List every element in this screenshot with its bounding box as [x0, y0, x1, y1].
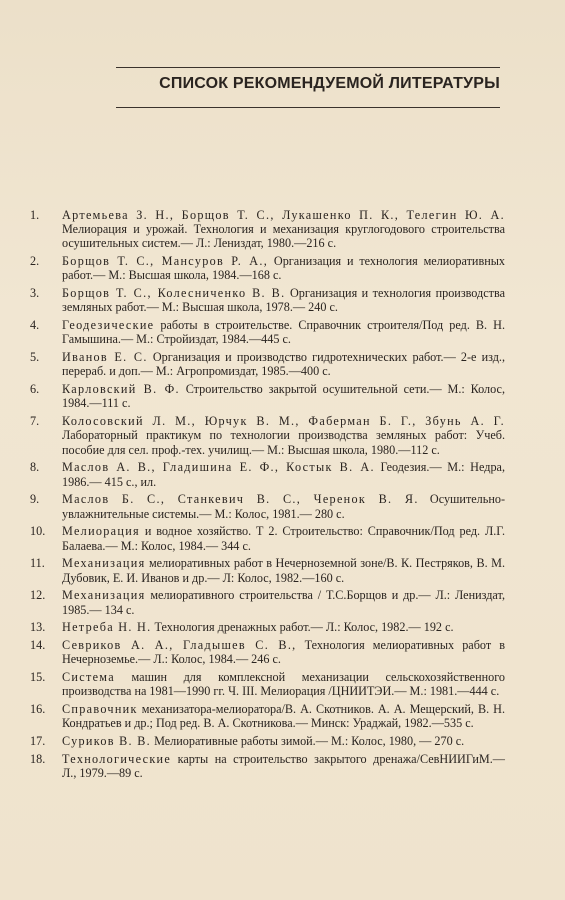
reference-text: Организация и технология производства земляных работ.— М.: Высшая школа, 1978.— 240 с. [62, 286, 505, 315]
reference-entry [30, 286, 505, 314]
reference-number: 16. [30, 702, 46, 717]
reference-author: Севриков А. А., Гладышев С. В., [62, 638, 297, 653]
reference-author: Механизация [62, 556, 146, 571]
reference-entry [30, 638, 505, 666]
reference-author: Маслов Б. С., Станкевич В. С., Черенок В. Я. [62, 492, 419, 507]
reference-text: Организация и производство гидротехнических работ.— 2-е изд., перераб. и доп.— М.: Агропромиздат, 1985.—400 с. [62, 350, 505, 379]
reference-number: 14. [30, 638, 46, 653]
reference-entry [30, 208, 505, 251]
reference-text: Организация и технология мелиоративных работ.— М.: Высшая школа, 1984.—168 с. [62, 254, 506, 283]
reference-text: Лабораторный практикум по технологии производства земляных работ: Учеб. пособие для сел. проф.-тех. училищ.— М.: Высшая школа, 1980.—112 с. [62, 428, 505, 457]
reference-entry [30, 318, 505, 346]
reference-author: Мелиорация [62, 524, 140, 539]
heading-top-rule [116, 67, 500, 68]
reference-text: мелиоративных работ в Нечерноземной зоне/В. К. Пестряков, В. М. Дубовик, Е. И. Иванов и др.— Л: Колос, 1982.—160 с. [62, 556, 505, 585]
reference-number: 5. [30, 350, 40, 365]
reference-number: 2. [30, 254, 40, 269]
reference-entry [30, 588, 505, 616]
reference-text: Мелиорация и урожай. Технология и механизация круглогодового строительства осушительных систем.— Л.: Лениздат, 1980.—216 с. [62, 222, 505, 251]
reference-author: Технологические [62, 752, 172, 766]
reference-number: 3. [30, 286, 40, 301]
reference-number: 6. [30, 382, 40, 397]
reference-entry [30, 556, 505, 584]
reference-author: Геодезические [62, 318, 155, 333]
reference-number: 1. [30, 208, 40, 222]
reference-list [30, 208, 505, 784]
reference-entry [30, 254, 505, 282]
reference-author: Механизация [62, 588, 146, 603]
reference-number: 15. [30, 670, 46, 685]
reference-entry [30, 350, 505, 378]
reference-number: 8. [30, 460, 40, 475]
reference-author: Справочник [62, 702, 138, 717]
reference-author: Колосовский Л. М., Юрчук В. М., Фаберман Б. Г., Збунь А. Г. [62, 414, 505, 429]
reference-entry [30, 492, 505, 520]
reference-author: Маслов А. В., Гладишина Е. Ф., Костык В. А. [62, 460, 375, 475]
reference-author: Иванов Е. С. [62, 350, 148, 365]
reference-entry [30, 460, 505, 488]
reference-text: Геодезия.— М.: Недра, 1986.— 415 с., ил. [62, 460, 505, 489]
reference-number: 11. [30, 556, 45, 571]
reference-entry [30, 670, 505, 698]
reference-text: мелиоративного строительства / Т.С.Борщов и др.— Л.: Лениздат, 1985.— 134 с. [62, 588, 505, 617]
reference-author: Карловский В. Ф. [62, 382, 180, 397]
reference-entry [30, 382, 505, 410]
reference-number: 10. [30, 524, 46, 539]
reference-entry [30, 524, 505, 552]
reference-number: 4. [30, 318, 40, 333]
reference-author: Борщов Т. С., Мансуров Р. А., [62, 254, 269, 269]
reference-author: Нетреба Н. Н. [62, 620, 152, 635]
page-title: СПИСОК РЕКОМЕНДУЕМОЙ ЛИТЕРАТУРЫ [159, 75, 500, 92]
reference-entry [30, 702, 505, 730]
reference-text: Мелиоративные работы зимой.— М.: Колос, 1980, — 270 с. [151, 734, 465, 749]
reference-author: Суриков В. В. [62, 734, 152, 749]
reference-text: карты на строительство закрытого дренажа/СевНИИГиМ.— Л., 1979.—89 с. [62, 752, 505, 781]
reference-text: Осушительно-увлажнительные системы.— М.: Колос, 1981.— 280 с. [62, 492, 505, 521]
heading-bottom-rule [116, 107, 500, 108]
reference-author: Система [62, 670, 115, 685]
reference-text: механизатора-мелиоратора/В. А. Скотников. А. А. Мещерский, В. Н. Кондратьев и др.; Под ред. В. А. Скотникова.— Минск: Ураджай, 1982.—535 с. [62, 702, 505, 731]
reference-number: 12. [30, 588, 46, 603]
reference-author: Артемьева З. Н., Борщов Т. С., Лукашенко П. К., Телегин Ю. А. [62, 208, 505, 222]
reference-text: Строительство закрытой осушительной сети.— М.: Колос, 1984.—111 с. [62, 382, 505, 411]
reference-number: 17. [30, 734, 46, 749]
reference-entry [30, 752, 505, 780]
reference-text: Технология мелиоративных работ в Нечерноземье.— Л.: Колос, 1984.— 246 с. [62, 638, 505, 667]
reference-number: 18. [30, 752, 46, 766]
reference-number: 13. [30, 620, 46, 635]
reference-text: машин для комплексной механизации сельскохозяйственного производства на 1981—1990 гг. Ч. III. Мелиорация /ЦНИИТЭИ.— М.: 1981.—444 с. [62, 670, 505, 699]
reference-entry [30, 734, 505, 748]
reference-text: Технология дренажных работ.— Л.: Колос, 1982.— 192 с. [151, 620, 454, 635]
reference-entry [30, 620, 505, 634]
reference-number: 7. [30, 414, 40, 429]
reference-text: работы в строительстве. Справочник строителя/Под ред. В. Н. Гамышина.— М.: Стройиздат, 1984.—445 с. [62, 318, 505, 347]
reference-author: Борщов Т. С., Колесниченко В. В. [62, 286, 286, 301]
reference-number: 9. [30, 492, 40, 507]
reference-text: и водное хозяйство. Т 2. Строительство: Справочник/Под ред. Л.Г. Балаева.— М.: Колос, 1984.— 344 с. [62, 524, 505, 553]
reference-entry [30, 414, 505, 457]
